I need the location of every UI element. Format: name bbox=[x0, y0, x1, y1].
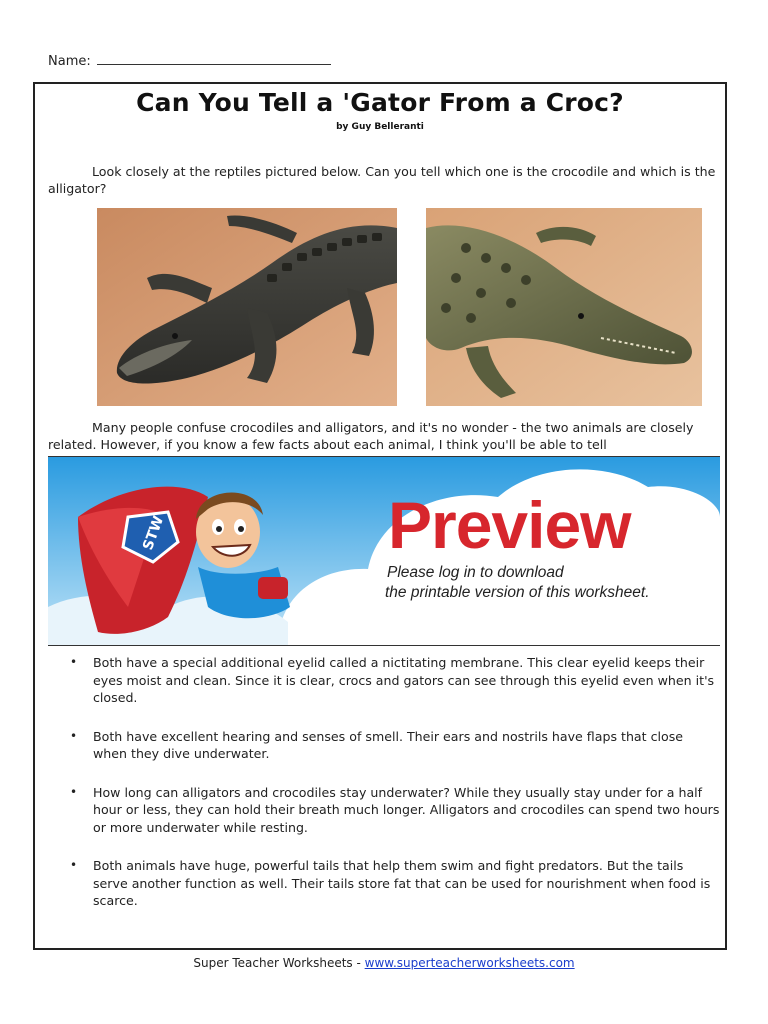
preview-line-2: the printable version of this worksheet. bbox=[385, 584, 650, 601]
bullet-icon: • bbox=[70, 728, 78, 743]
intro-paragraph: Look closely at the reptiles pictured below. Can you tell which one is the crocodile and which is the alligator? bbox=[48, 164, 716, 196]
mascot-badge-text: STW bbox=[140, 513, 168, 553]
page-footer bbox=[0, 956, 768, 970]
fact-text: Both animals have huge, powerful tails that help them swim and fight predators. But the tails serve another function as well. Their tails store fat that can be used for nourishment when food is scarce. bbox=[93, 858, 711, 908]
list-item bbox=[48, 654, 720, 707]
fact-text: How long can alligators and crocodiles stay underwater? While they usually stay under for a half hour or less, they can hold their breath much longer. Alligators and crocodiles can spend two hours or more underwater while resting. bbox=[93, 784, 720, 835]
name-field bbox=[48, 52, 331, 69]
facts-list bbox=[48, 654, 720, 931]
preview-message bbox=[385, 563, 705, 603]
bullet-icon: • bbox=[70, 784, 78, 799]
author-byline: by Guy Belleranti bbox=[336, 122, 424, 132]
crocodile-photo bbox=[426, 208, 702, 406]
fact-text: Both have excellent hearing and senses of smell. Their ears and nostrils have flaps that close when they dive underwater. bbox=[93, 728, 684, 761]
list-item bbox=[48, 784, 720, 837]
name-label: Name: bbox=[48, 54, 91, 69]
list-item bbox=[48, 857, 720, 910]
fact-text: Both have a special additional eyelid called a nictitating membrane. This clear eyelid keeps their eyes moist and clean. Since it is clear, crocs and gators can see through this eyelid even when it's closed. bbox=[93, 655, 715, 705]
body-paragraph: Many people confuse crocodiles and alligators, and it's no wonder - the two animals are closely related. However, if you know a few facts about each animal, I think you'll be able to tell bbox=[48, 420, 694, 452]
name-blank-line[interactable] bbox=[97, 52, 331, 65]
list-item bbox=[48, 728, 720, 763]
preview-heading: Preview bbox=[388, 488, 631, 562]
bullet-icon: • bbox=[70, 655, 78, 669]
worksheet-title: Can You Tell a 'Gator From a Croc? bbox=[136, 88, 624, 117]
preview-line-1: Please log in to download bbox=[387, 564, 564, 581]
preview-banner[interactable] bbox=[48, 456, 720, 646]
footer-link[interactable]: www.superteacherworksheets.com bbox=[364, 956, 575, 970]
bullet-icon: • bbox=[70, 858, 78, 872]
superhero-mascot-icon bbox=[58, 457, 298, 645]
alligator-photo bbox=[97, 208, 397, 406]
footer-text: Super Teacher Worksheets - bbox=[193, 956, 365, 970]
